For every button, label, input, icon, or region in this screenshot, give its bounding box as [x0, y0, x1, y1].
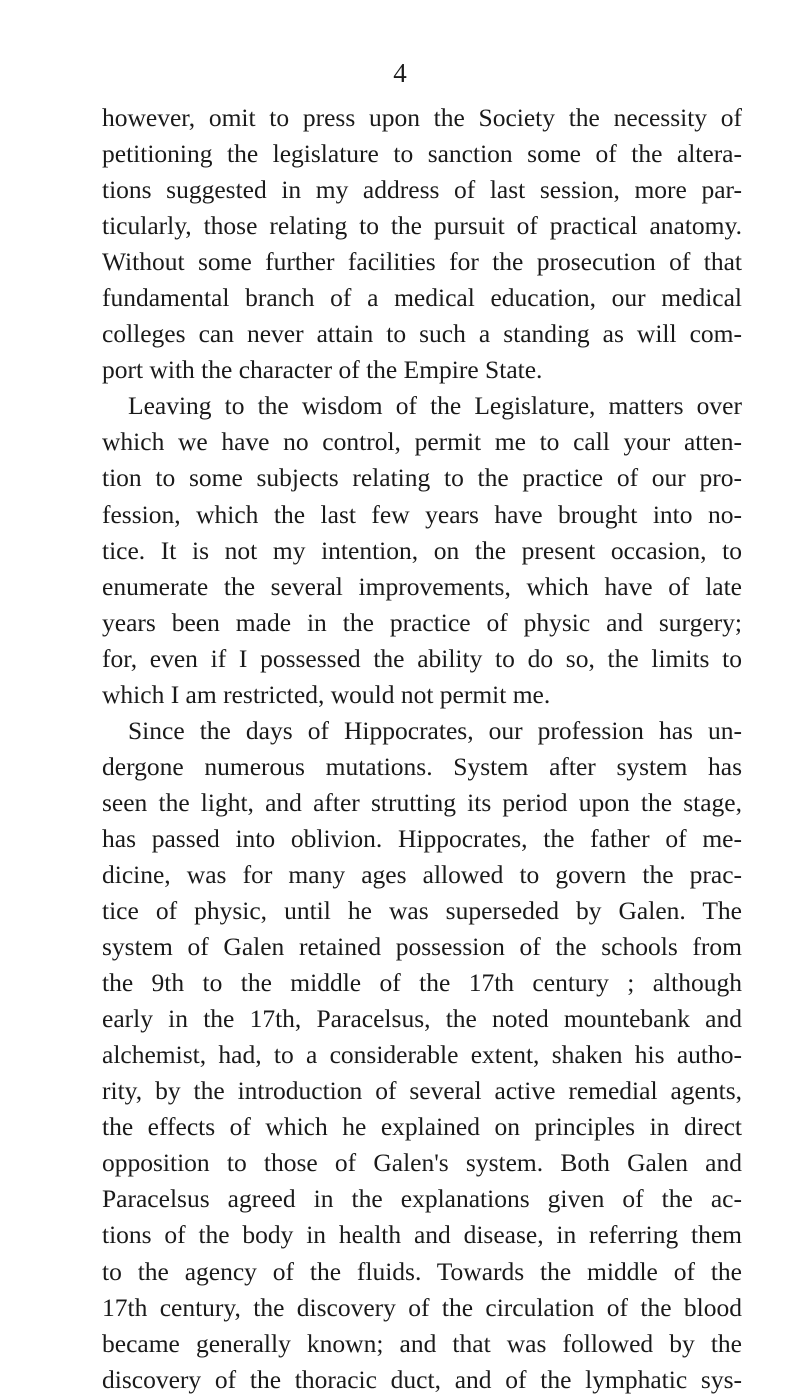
text-line: discovery of the thoracic duct, and of the lymphatic sys- — [102, 1364, 742, 1394]
text-line: seen the light, and after strutting its period upon the stage, — [102, 787, 742, 817]
text-line: tice. It is not my intention, on the present occasion, to — [102, 535, 742, 565]
text-line: early in the 17th, Paracelsus, the noted mountebank and — [102, 1004, 742, 1034]
body-text — [102, 100, 742, 1398]
text-line: fession, which the last few years have brought into no- — [102, 499, 742, 529]
text-line: enumerate the several improvements, which have of late — [102, 571, 742, 601]
text-line: to the agency of the fluids. Towards the middle of the — [102, 1256, 742, 1286]
text-line: became generally known; and that was followed by the — [102, 1328, 742, 1358]
text-line: the 9th to the middle of the 17th century ; although — [102, 968, 742, 998]
text-line: which we have no control, permit me to call your atten- — [102, 427, 742, 457]
text-line: tice of physic, until he was superseded by Galen. The — [102, 896, 742, 926]
text-line: has passed into oblivion. Hippocrates, the father of me- — [102, 823, 742, 853]
text-line: for, even if I possessed the ability to do so, the limits to — [102, 643, 742, 673]
text-line: fundamental branch of a medical education, our medical — [102, 283, 742, 313]
text-line: tion to some subjects relating to the practice of our pro- — [102, 463, 742, 493]
text-line: alchemist, had, to a considerable extent, shaken his autho- — [102, 1040, 742, 1070]
text-line: tions suggested in my address of last session, more par- — [102, 175, 742, 205]
page-number: 4 — [393, 58, 407, 88]
text-line: Without some further facilities for the prosecution of that — [102, 247, 742, 277]
text-line: rity, by the introduction of several active remedial agents, — [102, 1076, 742, 1106]
text-line: tions of the body in health and disease, in referring them — [102, 1220, 742, 1250]
text-line: petitioning the legislature to sanction some of the altera- — [102, 139, 742, 169]
text-line: ticularly, those relating to the pursuit of practical anatomy. — [102, 211, 742, 241]
text-line: the effects of which he explained on principles in direct — [102, 1112, 742, 1142]
text-line: Since the days of Hippocrates, our profession has un- — [128, 715, 742, 745]
text-line: opposition to those of Galen's system. Both Galen and — [102, 1148, 742, 1178]
text-line: dergone numerous mutations. System after system has — [102, 751, 742, 781]
text-line: years been made in the practice of physic and surgery; — [102, 607, 742, 637]
text-line: Leaving to the wisdom of the Legislature, matters over — [128, 391, 742, 421]
text-line: port with the character of the Empire State. — [102, 355, 543, 385]
text-line: however, omit to press upon the Society the necessity of — [102, 103, 742, 132]
text-line: system of Galen retained possession of the schools from — [102, 932, 742, 962]
text-line: dicine, was for many ages allowed to govern the prac- — [102, 859, 742, 889]
text-line: which I am restricted, would not permit me. — [102, 679, 551, 709]
text-line: 17th century, the discovery of the circulation of the blood — [102, 1292, 742, 1322]
text-line: colleges can never attain to such a standing as will com- — [102, 319, 742, 349]
text-line: Paracelsus agreed in the explanations given of the ac- — [102, 1184, 742, 1214]
